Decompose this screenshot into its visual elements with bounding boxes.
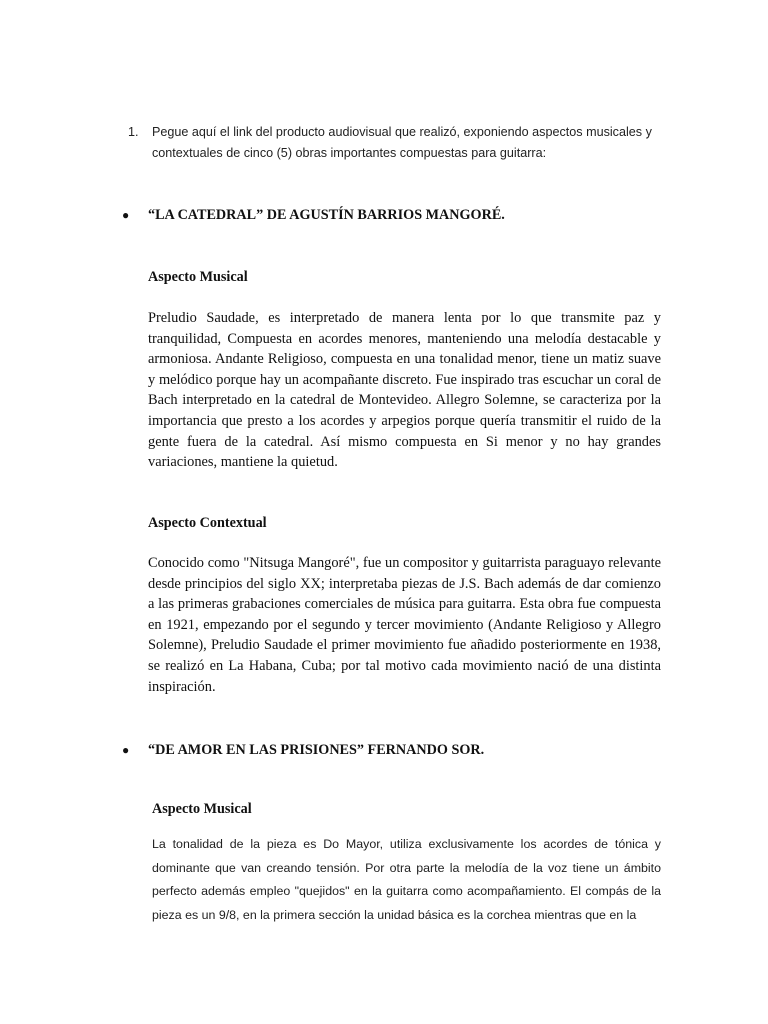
section-title-text: “LA CATEDRAL” DE AGUSTÍN BARRIOS MANGORÉ.: [148, 207, 505, 223]
question-item: [128, 122, 668, 164]
musical-aspect-paragraph: Preludio Saudade, es interpretado de manera lenta por lo que transmite paz y tranquilidad, Compuesta en acordes menores, manteniendo una melodía destacable y armoniosa. Andante Religioso, compuesta en una tonalidad menor, tiene un matiz suave y melódico porque hay un acompañante discreto. Fue inspirado tras escuchar un coral de Bach interpretado en la catedral de Montevideo. Allegro Solemne, se caracteriza por la importancia que presto a los acordes y arpegios porque quería transmitir el ruido de la gente fuera de la catedral. Así mismo compuesta en Si menor y no hay grandes variaciones, mantiene la quietud.: [148, 310, 661, 471]
section-title-de-amor: [122, 740, 484, 760]
section-title-text: “DE AMOR EN LAS PRISIONES” FERNANDO SOR.: [148, 742, 485, 758]
question-number: 1.: [128, 125, 139, 139]
bullet-icon: ●: [122, 208, 130, 222]
contextual-aspect-paragraph: Conocido como "Nitsuga Mangoré", fue un compositor y guitarrista paraguayo relevante desde principios del siglo XX; interpretaba piezas de J.S. Bach además de dar comienzo a las primeras grabaciones comerciales de música para guitarra. Esta obra fue compuesta en 1921, empezando por el segundo y tercer movimiento (Andante Religioso y Allegro Solemne), Preludio Saudade el primer movimiento fue añadido posteriormente en 1938, se realizó en La Habana, Cuba; por tal motivo cada movimiento nació de una distinta inspiración.: [148, 555, 661, 695]
bullet-icon: ●: [122, 743, 130, 757]
musical-aspect-paragraph-2: La tonalidad de la pieza es Do Mayor, utiliza exclusivamente los acordes de tónica y dominante que van creando tensión. Por otra parte la melodía de la voz tiene un ámbito perfecto además empleo "quejidos" en la guitarra como acompañamiento. El compás de la pieza es un 9/8, en la primera sección la unidad básica es la corchea mientras que en la: [152, 837, 661, 922]
question-text: Pegue aquí el link del producto audiovisual que realizó, exponiendo aspectos musicales y contextuales de cinco (5) obras importantes compuestas para guitarra:: [152, 125, 652, 160]
contextual-aspect-heading: Aspecto Contextual: [148, 515, 267, 531]
section-title-la-catedral: [122, 205, 505, 225]
musical-aspect-heading-2: Aspecto Musical: [152, 801, 252, 817]
musical-aspect-heading: Aspecto Musical: [148, 269, 248, 285]
